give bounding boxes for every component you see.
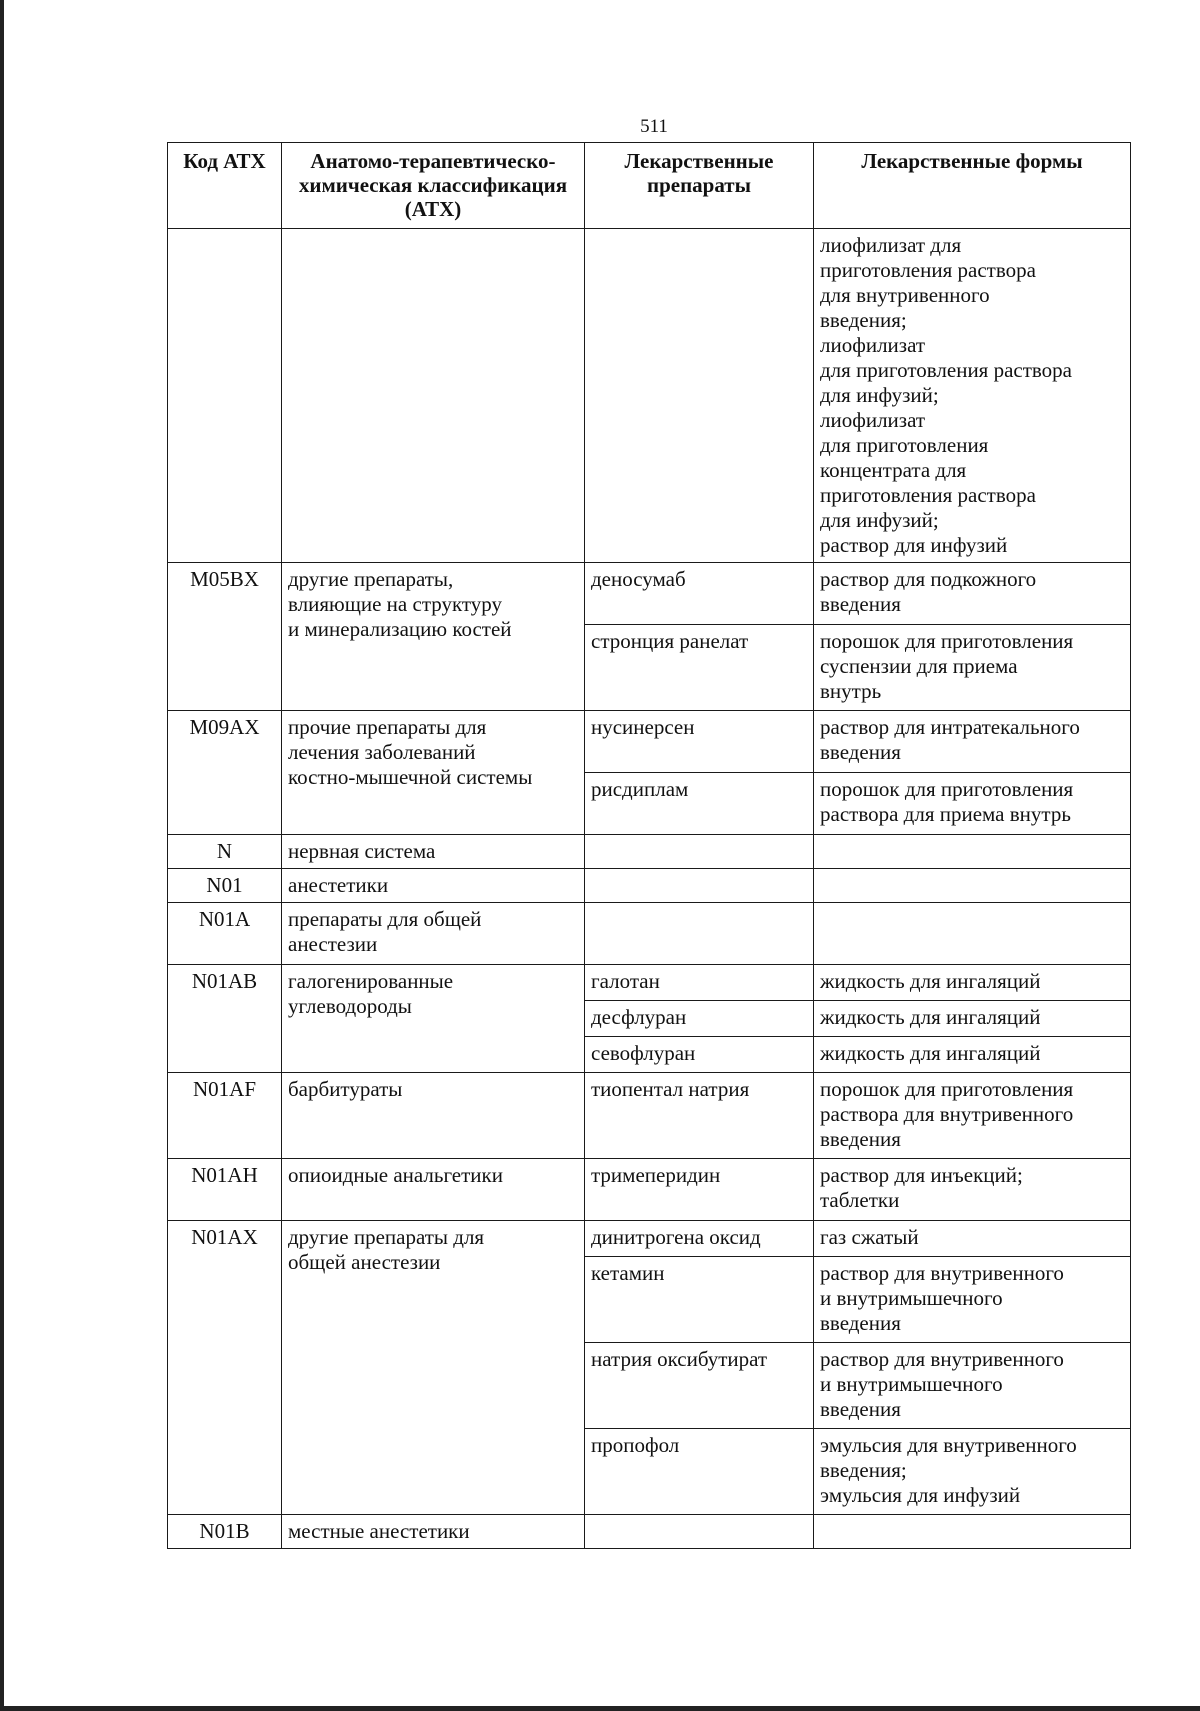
scan-edge-bottom bbox=[0, 1706, 1200, 1711]
table-row bbox=[168, 869, 1131, 903]
cell-drug: динитрогена оксид bbox=[585, 1221, 814, 1257]
cell-forms: газ сжатый bbox=[814, 1221, 1131, 1257]
cell-drug: тримеперидин bbox=[585, 1159, 814, 1221]
cell-code: N01 bbox=[168, 869, 282, 903]
table-row bbox=[168, 1073, 1131, 1159]
header-forms: Лекарственные формы bbox=[814, 143, 1131, 229]
cell-drug: пропофол bbox=[585, 1429, 814, 1515]
table-row bbox=[168, 1159, 1131, 1221]
table-row bbox=[168, 1221, 1131, 1257]
cell-code: N01B bbox=[168, 1515, 282, 1549]
cell-classification: опиоидные анальгетики bbox=[282, 1159, 585, 1221]
cell-drug bbox=[585, 1515, 814, 1549]
cell-drug bbox=[585, 869, 814, 903]
table-header bbox=[168, 143, 1131, 229]
cell-drug bbox=[585, 229, 814, 563]
cell-forms: жидкость для ингаляций bbox=[814, 965, 1131, 1001]
cell-forms: порошок для приготовления раствора для приема внутрь bbox=[814, 773, 1131, 835]
header-code: Код АТХ bbox=[168, 143, 282, 229]
cell-forms: порошок для приготовления суспензии для приема внутрь bbox=[814, 625, 1131, 711]
cell-classification: препараты для общей анестезии bbox=[282, 903, 585, 965]
cell-drug: стронция ранелат bbox=[585, 625, 814, 711]
table-row bbox=[168, 835, 1131, 869]
cell-code: N01AB bbox=[168, 965, 282, 1073]
cell-forms: раствор для внутривенного и внутримышечного введения bbox=[814, 1257, 1131, 1343]
table-row bbox=[168, 1515, 1131, 1549]
cell-classification: местные анестетики bbox=[282, 1515, 585, 1549]
cell-classification: другие препараты для общей анестезии bbox=[282, 1221, 585, 1515]
table-row bbox=[168, 965, 1131, 1001]
cell-drug bbox=[585, 903, 814, 965]
cell-drug: кетамин bbox=[585, 1257, 814, 1343]
cell-classification: галогенированные углеводороды bbox=[282, 965, 585, 1073]
header-classification: Анатомо-терапевтическо-химическая классификация (АТХ) bbox=[282, 143, 585, 229]
cell-code: N bbox=[168, 835, 282, 869]
cell-code: M05BX bbox=[168, 563, 282, 711]
cell-forms bbox=[814, 835, 1131, 869]
scan-edge-left bbox=[0, 0, 4, 1711]
table-row bbox=[168, 229, 1131, 563]
cell-classification: анестетики bbox=[282, 869, 585, 903]
cell-classification: барбитураты bbox=[282, 1073, 585, 1159]
cell-forms: раствор для инъекций; таблетки bbox=[814, 1159, 1131, 1221]
cell-code: M09AX bbox=[168, 711, 282, 835]
cell-drug: нусинерсен bbox=[585, 711, 814, 773]
page-number: 511 bbox=[640, 116, 668, 137]
cell-drug bbox=[585, 835, 814, 869]
cell-forms: раствор для подкожного введения bbox=[814, 563, 1131, 625]
header-row bbox=[168, 143, 1131, 229]
cell-drug: рисдиплам bbox=[585, 773, 814, 835]
cell-forms: лиофилизат для приготовления раствора для внутривенного введения; лиофилизат для приготовления раствора для инфузий; лиофилизат для приготовления концентрата для приготовления раствора для инфузий; раствор для инфузий bbox=[814, 229, 1131, 563]
cell-forms: порошок для приготовления раствора для внутривенного введения bbox=[814, 1073, 1131, 1159]
cell-drug: тиопентал натрия bbox=[585, 1073, 814, 1159]
cell-forms bbox=[814, 869, 1131, 903]
cell-classification: нервная система bbox=[282, 835, 585, 869]
header-drugs: Лекарственные препараты bbox=[585, 143, 814, 229]
cell-forms: жидкость для ингаляций bbox=[814, 1037, 1131, 1073]
cell-code bbox=[168, 229, 282, 563]
cell-drug: деносумаб bbox=[585, 563, 814, 625]
table-row bbox=[168, 903, 1131, 965]
cell-forms: раствор для интратекального введения bbox=[814, 711, 1131, 773]
cell-classification: другие препараты, влияющие на структуру и минерализацию костей bbox=[282, 563, 585, 711]
cell-forms: раствор для внутривенного и внутримышечного введения bbox=[814, 1343, 1131, 1429]
cell-forms bbox=[814, 1515, 1131, 1549]
cell-drug: натрия оксибутират bbox=[585, 1343, 814, 1429]
cell-forms bbox=[814, 903, 1131, 965]
cell-forms: эмульсия для внутривенного введения; эмульсия для инфузий bbox=[814, 1429, 1131, 1515]
atx-table bbox=[167, 142, 1131, 1549]
cell-drug: галотан bbox=[585, 965, 814, 1001]
cell-classification bbox=[282, 229, 585, 563]
table-row bbox=[168, 563, 1131, 625]
cell-forms: жидкость для ингаляций bbox=[814, 1001, 1131, 1037]
cell-drug: десфлуран bbox=[585, 1001, 814, 1037]
cell-code: N01A bbox=[168, 903, 282, 965]
cell-drug: севофлуран bbox=[585, 1037, 814, 1073]
cell-code: N01AX bbox=[168, 1221, 282, 1515]
table-row bbox=[168, 711, 1131, 773]
cell-code: N01AH bbox=[168, 1159, 282, 1221]
cell-code: N01AF bbox=[168, 1073, 282, 1159]
cell-classification: прочие препараты для лечения заболеваний костно-мышечной системы bbox=[282, 711, 585, 835]
